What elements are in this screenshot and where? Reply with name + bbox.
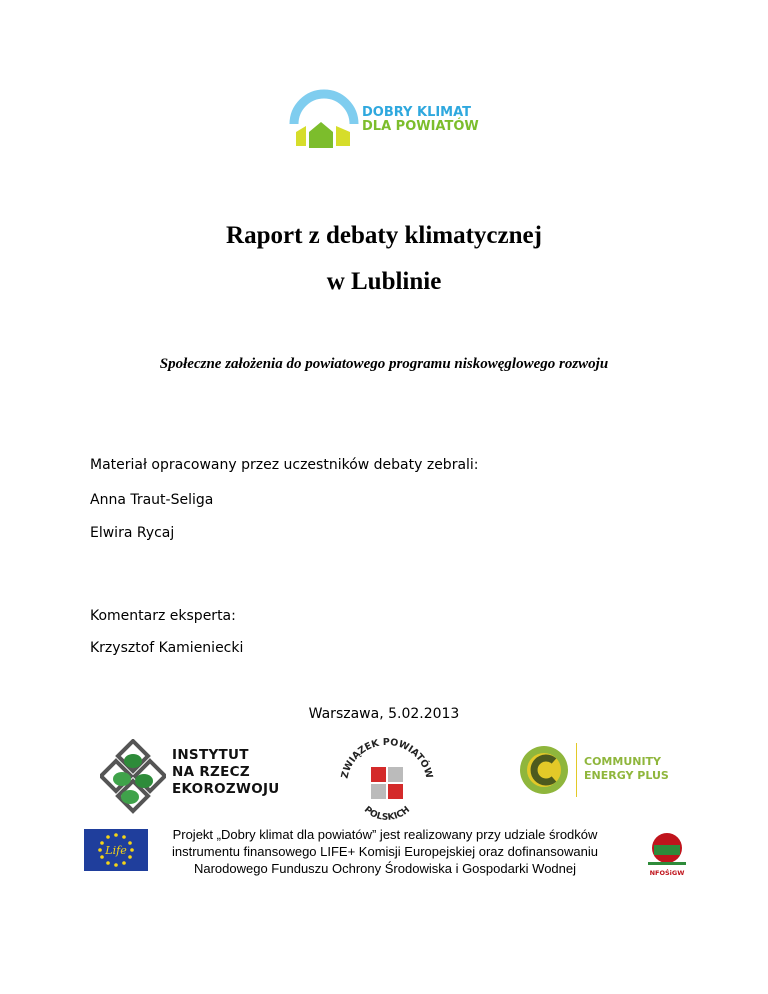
nfosigw-tree-icon — [644, 830, 690, 878]
funding-line-1: Projekt „Dobry klimat dla powiatów” jest realizowany przy udziale środków — [172, 827, 598, 842]
zpp-bottom-text: POLSKICH — [361, 804, 412, 824]
svg-text:ZWIĄZEK POWIATÓW — [340, 737, 435, 780]
houses-arc-icon — [288, 86, 360, 152]
subtitle: Społeczne założenia do powiatowego programu niskowęglowego rozwoju — [159, 356, 609, 372]
author-name: Anna Traut-Seliga — [90, 492, 214, 508]
ine-line-2: NA RZECZ — [172, 764, 250, 780]
funding-line-2: instrumentu finansowego LIFE+ Komisji Europejskiej oraz dofinansowaniu — [172, 844, 598, 859]
dobry-klimat-logo — [288, 86, 488, 152]
ine-line-3: EKOROZWOJU — [172, 781, 280, 797]
expert-intro: Komentarz eksperta: — [90, 608, 236, 624]
ine-leaves-icon — [100, 739, 166, 823]
page-title-city: w Lublinie — [326, 268, 442, 295]
page-title: Raport z debaty klimatycznej — [226, 222, 542, 249]
funding-note — [150, 826, 620, 877]
nfosigw-text: NFOŚiGW — [649, 869, 685, 877]
life-text: Life — [105, 844, 127, 857]
place-date: Warszawa, 5.02.2013 — [308, 706, 460, 722]
author-name: Elwira Rycaj — [90, 525, 175, 541]
svg-text:POLSKICH — [362, 805, 412, 823]
eu-flag-icon — [84, 829, 148, 871]
zpp-logo — [333, 733, 441, 831]
logo-line-2: DLA POWIATÓW — [362, 119, 479, 134]
cep-line-2: ENERGY PLUS — [584, 769, 669, 782]
logo-line-1: DOBRY KLIMAT — [362, 105, 472, 120]
cep-logo — [516, 741, 692, 799]
zpp-top-text: ZWIĄZEK POWIATÓW — [339, 736, 435, 780]
cep-c-icon — [516, 741, 574, 799]
nfosigw-logo — [644, 830, 690, 878]
ine-logo — [100, 739, 280, 823]
ine-line-1: INSTYTUT — [172, 747, 249, 763]
cep-divider — [576, 743, 577, 797]
zpp-seal-icon — [333, 733, 441, 831]
funding-line-3: Narodowego Funduszu Ochrony Środowiska i Gospodarki Wodnej — [193, 861, 576, 876]
expert-name: Krzysztof Kamieniecki — [90, 640, 244, 656]
cep-line-1: COMMUNITY — [584, 755, 662, 768]
eu-life-logo — [84, 829, 148, 871]
authors-intro: Materiał opracowany przez uczestników debaty zebrali: — [90, 457, 479, 473]
